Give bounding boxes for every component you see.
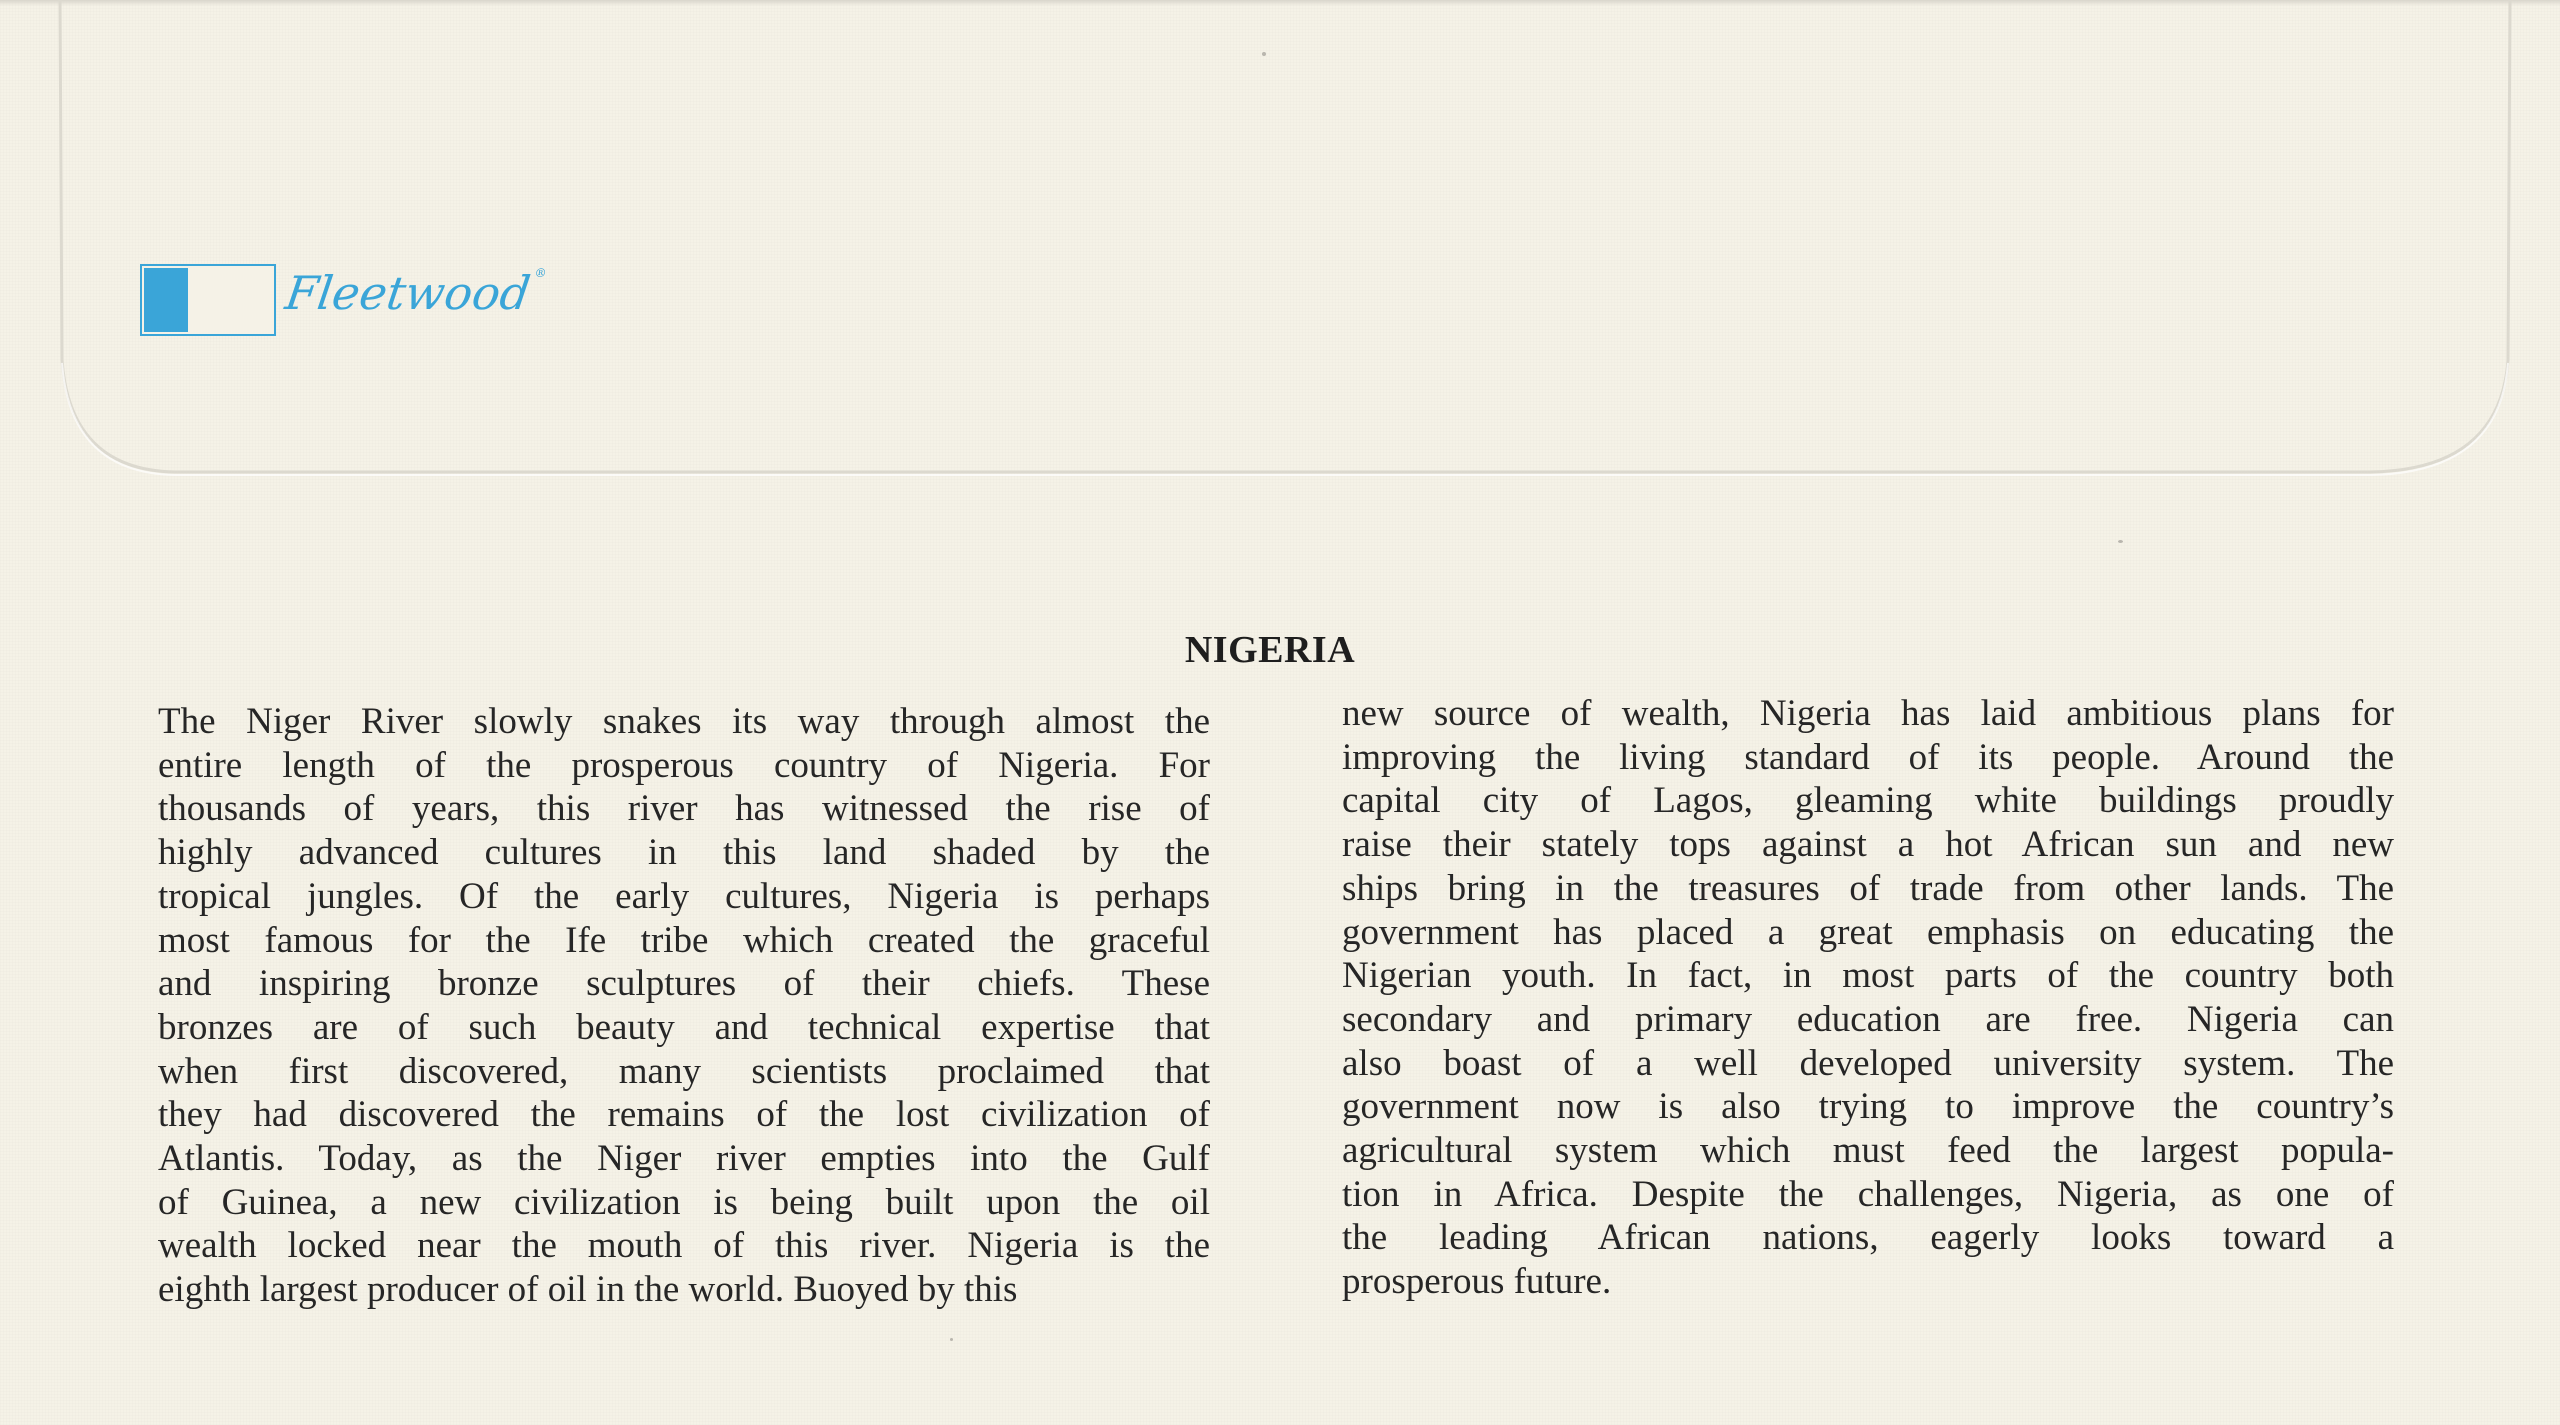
article-line: government has placed a great emphasis on educating the (1342, 911, 2394, 953)
article-line: thousands of years, this river has witnessed the rise of (158, 788, 1210, 830)
article-line: ships bring in the treasures of trade from other lands. The (1342, 867, 2394, 909)
article-line: agricultural system which must feed the largest popula- (1342, 1130, 2394, 1172)
article-right-column (1342, 692, 2394, 1304)
envelope-flap-outline (0, 0, 2560, 500)
article-line: prosperous future. (1342, 1261, 1612, 1303)
article-line: improving the living standard of its people. Around the (1342, 736, 2394, 778)
paper-speck (2118, 540, 2123, 543)
logo-wordmark (282, 266, 547, 320)
article-line: when first discovered, many scientists proclaimed that (158, 1050, 1210, 1092)
article-line: tion in Africa. Despite the challenges, Nigeria, as one of (1342, 1173, 2394, 1215)
logo-box-icon (140, 264, 276, 336)
article-line: The Niger River slowly snakes its way through almost the (158, 701, 1210, 742)
article-line: also boast of a well developed university system. The (1342, 1042, 2394, 1084)
article-line: government now is also trying to improve the country’s (1342, 1086, 2394, 1128)
article-line: raise their stately tops against a hot African sun and new (1342, 824, 2394, 866)
article-line: Nigerian youth. In fact, in most parts of the country both (1342, 955, 2394, 997)
logo-registered-mark: ® (533, 266, 548, 280)
article-line: capital city of Lagos, gleaming white buildings proudly (1342, 780, 2394, 822)
article-line: highly advanced cultures in this land shaded by the (158, 832, 1210, 874)
article-line: entire length of the prosperous country of Nigeria. For (158, 744, 1210, 786)
article-line: most famous for the Ife tribe which created the graceful (158, 919, 1210, 961)
article-line: wealth locked near the mouth of this river. Nigeria is the (158, 1225, 1210, 1267)
article-title: NIGERIA (1184, 629, 1356, 671)
fleetwood-logo (140, 264, 560, 340)
article-line: the leading African nations, eagerly looks toward a (1342, 1217, 2394, 1259)
article-line: tropical jungles. Of the early cultures, Nigeria is perhaps (158, 875, 1210, 917)
article-line: eighth largest producer of oil in the world. Buoyed by this (158, 1269, 1018, 1311)
article-left-column (158, 700, 1210, 1312)
article-line: bronzes are of such beauty and technical expertise that (158, 1006, 1210, 1048)
paper-speck (950, 1338, 953, 1341)
paper-speck (1262, 52, 1266, 56)
article-line: and inspiring bronze sculptures of their chiefs. These (158, 963, 1210, 1005)
logo-brand-name: Fleetwood (282, 266, 534, 320)
article-line: of Guinea, a new civilization is being built upon the oil (158, 1181, 1210, 1223)
logo-box-fill (144, 268, 188, 332)
article-line: Atlantis. Today, as the Niger river empties into the Gulf (158, 1138, 1210, 1180)
article-line: secondary and primary education are free. Nigeria can (1342, 998, 2394, 1040)
article-line: they had discovered the remains of the lost civilization of (158, 1094, 1210, 1136)
article-line: new source of wealth, Nigeria has laid ambitious plans for (1342, 693, 2394, 734)
